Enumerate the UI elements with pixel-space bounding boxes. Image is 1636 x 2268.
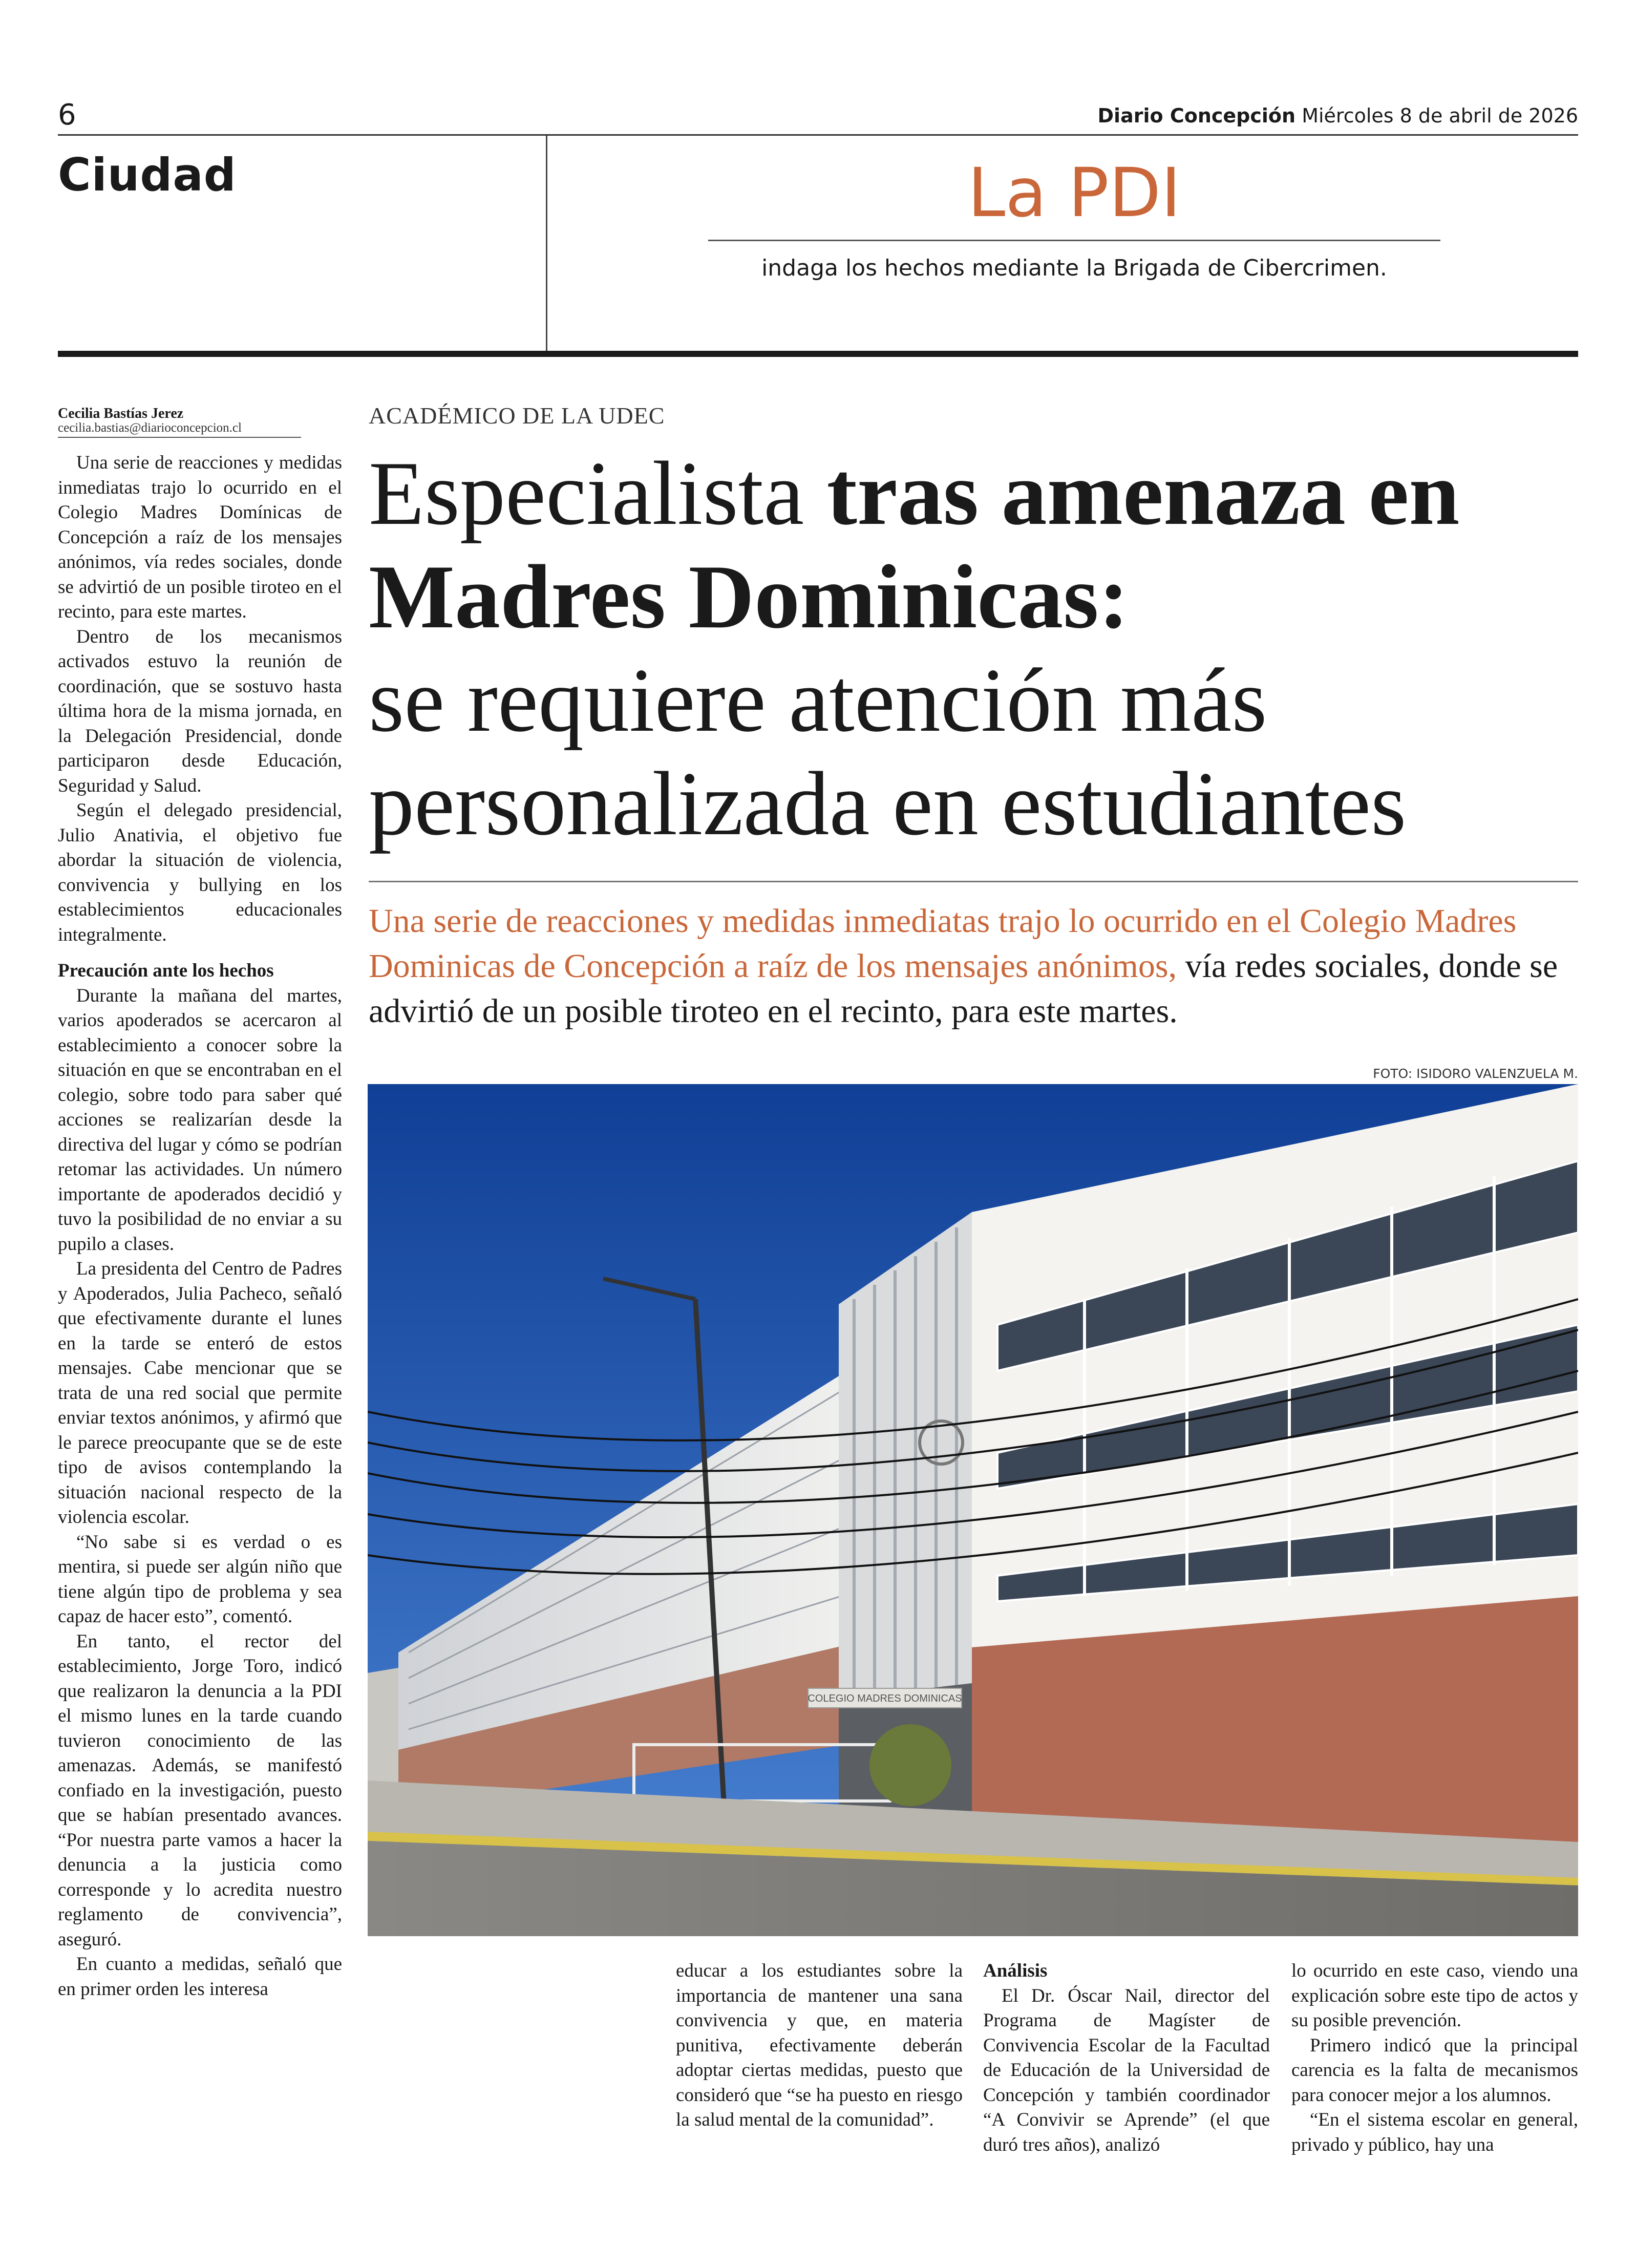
- paragraph: Durante la mañana del martes, varios apoderados se acercaron al establecimiento a conocer sobre la situación en que se encontraban en el colegio, sobre todo para saber qué acciones se realizarían desde la directiva del lugar y cómo se podrían retomar las actividades. Un número importante de apoderados decidió y tuvo la posibilidad de no enviar a su pupilo a clases.: [58, 985, 342, 1255]
- photo-credit: FOTO: ISIDORO VALENZUELA M.: [1373, 1066, 1578, 1081]
- header-divider: [546, 136, 547, 351]
- publication-name: Diario Concepción: [1097, 104, 1296, 127]
- paragraph: Una serie de reacciones y medidas inmediatas trajo lo ocurrido en el Colegio Madres Domínicas de Concepción a raíz de los mensajes anónimos, vía redes sociales, donde se advirtió de un posible tiroteo en el recinto, para este martes.: [58, 452, 342, 622]
- entrance-sign-text: COLEGIO MADRES DOMINICAS: [808, 1693, 962, 1704]
- headline-regular: Especialista: [369, 442, 827, 544]
- lead-highlight: Una serie de reacciones y medidas inmediatas trajo lo ocurrido en el Colegio Madres Dominicas de Concepción a raíz de los mensajes anónimos,: [369, 902, 1517, 985]
- headline: [369, 441, 1582, 855]
- author-name: Cecilia Bastías Jerez: [58, 406, 184, 421]
- paragraph: “No sabe si es verdad o es mentira, si puede ser algún niño que tiene algún tipo de problema y sea capaz de hacer esto”, comentó.: [58, 1531, 342, 1627]
- article-column-2: [676, 1959, 963, 2133]
- headline-rule: [369, 881, 1578, 882]
- sidebar-box-title: La PDI: [967, 154, 1181, 232]
- article-column-1: [58, 451, 342, 2002]
- issue-date: Miércoles 8 de abril de 2026: [1302, 104, 1578, 127]
- small-tree: [869, 1724, 951, 1806]
- header-thick-rule: [58, 351, 1578, 357]
- paragraph: lo ocurrido en este caso, viendo una explicación sobre este tipo de actos y su posible prevención.: [1291, 1960, 1578, 2031]
- article-column-4: [1291, 1959, 1578, 2157]
- kicker: ACADÉMICO DE LA UDEC: [369, 402, 665, 429]
- paragraph: La presidenta del Centro de Padres y Apoderados, Julia Pacheco, señaló que efectivamente durante el lunes en la tarde se enteró de estos mensajes. Cabe mencionar que se trata de una red social que permite enviar textos anónimos, y afirmó que le parece preocupante que se de este tipo de avisos contemplando la situación nacional respecto de la violencia escolar.: [58, 1258, 342, 1528]
- paragraph: Primero indicó que la principal carencia es la falta de mecanismos para conocer mejor a los alumnos.: [1291, 2034, 1578, 2106]
- paragraph: El Dr. Óscar Nail, director del Programa de Magíster de Convivencia Escolar de la Facultad de Educación de la Universidad de Concepción y también coordinador “A Convivir se Aprende” (el que duró tres años), analizó: [983, 1985, 1270, 2155]
- paragraph: En tanto, el rector del establecimiento, Jorge Toro, indicó que realizaron la denuncia a la PDI el mismo lunes en la tarde cuando tuvieron conocimiento de las amenazas. Además, se manifestó confiado en la investigación, puesto que se habían presentado avances. “Por nuestra parte vamos a hacer la denuncia a la justicia como corresponde y lo acredita nuestro reglamento de convivencia”, aseguró.: [58, 1630, 342, 1950]
- page-number: 6: [58, 98, 76, 132]
- school-building-photo: [368, 1084, 1578, 1936]
- paragraph: En cuanto a medidas, señaló que en primer orden les interesa: [58, 1954, 342, 2000]
- paragraph: Según el delegado presidencial, Julio Anativia, el objetivo fue abordar la situación de violencia, convivencia y bullying en los establecimientos educacionales integralmente.: [58, 800, 342, 945]
- lead-text: vía redes sociales, donde se advirtió de un posible tiroteo en el recinto, para este martes.: [369, 947, 1558, 1030]
- lead-paragraph: [369, 899, 1582, 1034]
- section-title: Ciudad: [58, 149, 237, 201]
- author-email[interactable]: cecilia.bastias@diarioconcepcion.cl: [58, 421, 242, 435]
- headline-bold: tras amenaza en Madres Dominicas:: [369, 442, 1460, 647]
- paragraph: “En el sistema escolar en general, privado y público, hay una: [1291, 2109, 1578, 2155]
- central-tower: [839, 1212, 972, 1750]
- article-column-3: [983, 1959, 1270, 2157]
- paragraph: educar a los estudiantes sobre la importancia de mantener una sana convivencia y que, en materia punitiva, efectivamente deberán adoptar ciertas medidas, puesto que consideró que “se ha puesto en riesgo la salud mental de la comunidad”.: [676, 1960, 963, 2130]
- header-rule: [58, 134, 1578, 136]
- headline-continued: se requiere atención más personalizada en estudiantes: [369, 649, 1407, 854]
- paragraph: Dentro de los mecanismos activados estuvo la reunión de coordinación, que se sostuvo hasta última hora de la misma jornada, en la Delegación Presidencial, donde participaron desde Educación, Seguridad y Salud.: [58, 626, 342, 796]
- sidebar-box-rule: [708, 240, 1440, 241]
- publication-dateline: [1098, 104, 1578, 127]
- subheading: Análisis: [983, 1960, 1048, 1981]
- byline-rule: [58, 437, 301, 438]
- subheading: Precaución ante los hechos: [58, 960, 274, 981]
- sidebar-box-text: indaga los hechos mediante la Brigada de Cibercrimen.: [761, 255, 1387, 281]
